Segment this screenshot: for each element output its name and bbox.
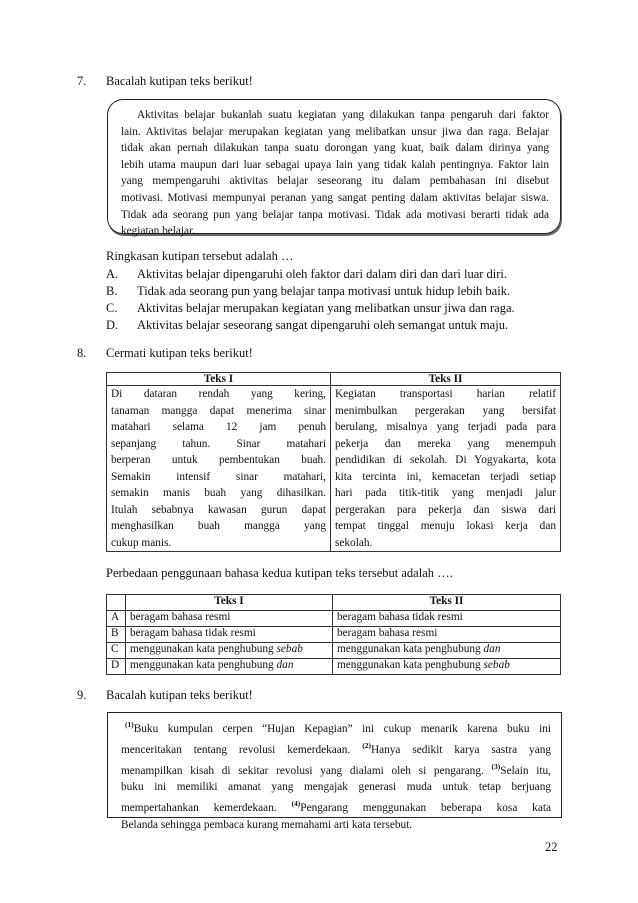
q7-passage-line: kegiatan belajar. <box>121 225 196 238</box>
q8-answer-row-b[interactable] <box>107 627 561 643</box>
q7-option-b-text[interactable]: Tidak ada seorang pun yang belajar tanpa motivasi untuk hidup lebih baik. <box>137 284 511 298</box>
q8-text1-line: Itulah sebabnya kawasan gurun dapat <box>111 503 326 516</box>
q9-passage-line: Belanda sehingga pembaca kurang memahami arti kata tersebut. <box>121 818 413 831</box>
q8-answer-t1: menggunakan kata penghubung dan <box>126 659 333 675</box>
q8-passage-table <box>106 372 561 552</box>
q8-answer-letter: A <box>107 611 126 627</box>
q7-number: 7. <box>77 74 87 88</box>
q8-text1-line: tanaman mangga dapat menerima sinar <box>111 404 326 417</box>
q7-option-d-text[interactable]: Aktivitas belajar seseorang sangat dipengaruhi oleh semangat untuk maju. <box>137 318 509 332</box>
q7-option-c-letter[interactable]: C. <box>106 301 118 315</box>
q8-answer-header-1: Teks I <box>126 595 333 611</box>
q8-answer-t1: beragam bahasa resmi <box>126 611 333 627</box>
q8-answer-row-c[interactable] <box>107 643 561 659</box>
q9-passage-line: menampilkan kisah di sekitar revolusi yang dialami oleh si pengarang. $^{(3)}$Selain itu, <box>121 761 552 777</box>
q8-text2-line: pergerakan para pekerja dan siswa dari <box>335 503 556 516</box>
q8-text2-line: berulang, misalnya yang terjadi pada para <box>335 421 556 433</box>
q9-prompt: Bacalah kutipan teks berikut! <box>106 688 253 702</box>
q8-text2-line: hari pada titik-titik yang menjadi jalur <box>335 487 556 499</box>
q7-option-d-letter[interactable]: D. <box>106 318 119 332</box>
q7-passage-line: motivasi. Motivasi mempunyai peranan yang sangat penting dalam aktivitas belajar siswa. <box>121 191 549 204</box>
q7-passage-box <box>107 99 561 238</box>
q8-text2-line: kita tercinta ini, kemacetan terjadi setiap <box>335 470 556 483</box>
q7-passage-line: lain. Aktivitas belajar merupakan kegiatan yang melibatkan unsur jiwa dan raga. Belajar <box>121 125 549 138</box>
q8-answer-t2: beragam bahasa resmi <box>333 627 561 643</box>
q9-passage <box>121 717 551 834</box>
q9-number: 9. <box>77 688 87 702</box>
q7-passage-line: Aktivitas belajar bukanlah suatu kegiatan yang dilakukan tanpa pengaruh dari faktor <box>137 109 549 121</box>
q8-text2-line: pendidikan di sekolah. Di Yogyakarta, kota <box>335 454 556 466</box>
q9-sentence-marker: (4) <box>291 799 301 809</box>
q7-question: Ringkasan kutipan tersebut adalah … <box>106 249 294 263</box>
q8-text1-line: semakin manis buah yang dihasilkan. <box>111 487 326 499</box>
q8-text1-line: Semakin intensif sinar matahari, <box>111 470 326 483</box>
q7-option-a-text[interactable]: Aktivitas belajar dipengaruhi oleh faktor dari dalam diri dan dari luar diri. <box>137 267 508 281</box>
q9-passage-box <box>107 712 562 831</box>
q8-text2-line: sekolah. <box>335 536 373 549</box>
q9-passage-line: $^{(1)}$Buku kumpulan cerpen “Hujan Kepagian” ini cukup menarik karena buku ini <box>125 720 551 735</box>
q8-answer-t2: menggunakan kata penghubung dan <box>333 643 561 659</box>
q9-passage-line: menceritakan tentang revolusi kemerdekaan. $^{(2)}$Hanya sedikit karya sastra yang <box>121 740 551 756</box>
q8-answer-letter: B <box>107 627 126 643</box>
q9-sentence-marker: (3) <box>491 761 501 771</box>
q8-text1-line: berperan untuk pembentukan buah. <box>111 454 326 466</box>
q8-answer-t2-emphasis: sebab <box>483 659 510 671</box>
q7-option-a-letter[interactable]: A. <box>106 267 119 281</box>
q8-text2-line: pekerja dan mereka yang menempuh <box>335 437 556 450</box>
q9-sentence-marker: (1) <box>125 720 134 729</box>
q7-option-b-letter[interactable]: B. <box>106 284 118 298</box>
q8-text1-line: sepanjang tahun. Sinar matahari <box>111 437 326 450</box>
q9-sentence-marker: (2) <box>362 740 371 750</box>
q9-passage-line: mempertahankan kemerdekaan. $^{(4)}$Pengarang menggunakan beberapa kosa kata <box>121 799 551 815</box>
page-number: 22 <box>545 840 558 854</box>
q8-answer-t2: menggunakan kata penghubung sebab <box>333 659 561 675</box>
q8-answer-t2-emphasis: dan <box>483 643 501 655</box>
q8-answer-t1: beragam bahasa tidak resmi <box>126 627 333 643</box>
q7-passage-line: Tidak ada seorang pun yang belajar tanpa motivasi. Tidak ada motivasi berarti tidak ada <box>121 208 549 221</box>
q8-answer-row-d[interactable] <box>107 659 561 675</box>
q8-text1-line: menghasilkan buah mangga yang <box>111 520 326 532</box>
q7-passage-line: tidak akan pernah dilakukan tanpa suatu dorongan yang kuat, baik dalam dirinya yang <box>121 142 549 155</box>
q9-passage-line: buku ini memiliki amanat yang mengajak generasi muda untuk tetap berjuang <box>121 781 551 794</box>
q8-answer-corner <box>107 595 126 611</box>
q7-passage-line: lebih utama maupun dari luar sebagai upaya lain yang tidak kalah pentingnya. Faktor lain <box>121 158 549 171</box>
q8-text1-line: matahari selama 12 jam penuh <box>111 421 326 433</box>
q8-answer-t1-emphasis: dan <box>276 659 294 671</box>
q8-text2-line: menimbulkan pergerakan yang bersifat <box>335 404 556 417</box>
q8-answer-letter: C <box>107 643 126 659</box>
q8-answer-t1: menggunakan kata penghubung sebab <box>126 643 333 659</box>
q8-text1-line: Di dataran rendah yang kering, <box>111 388 326 400</box>
q8-answer-row-a[interactable] <box>107 611 561 627</box>
q8-text1-cell <box>107 386 331 552</box>
q8-text2-line: tempat tinggal menuju lokasi kerja dan <box>335 520 556 532</box>
q7-prompt: Bacalah kutipan teks berikut! <box>106 74 253 88</box>
q8-text1-header: Teks I <box>107 373 331 386</box>
q8-text2-header: Teks II <box>331 373 561 386</box>
q8-answer-table <box>106 594 561 675</box>
q8-text2-line: Kegiatan transportasi harian relatif <box>335 388 556 400</box>
q7-passage <box>121 107 549 240</box>
q7-option-c-text[interactable]: Aktivitas belajar merupakan kegiatan yang melibatkan unsur jiwa dan raga. <box>137 301 515 315</box>
q8-question: Perbedaan penggunaan bahasa kedua kutipan teks tersebut adalah …. <box>106 566 453 580</box>
q8-answer-header-2: Teks II <box>333 595 561 611</box>
q8-answer-t1-emphasis: sebab <box>276 643 303 655</box>
q8-number: 8. <box>77 346 87 360</box>
q8-text1-line: cukup manis. <box>111 536 172 549</box>
q8-text2-cell <box>331 386 561 552</box>
q7-passage-line: yang mempengaruhi aktivitas belajar seseorang itu dalam pembahasan ini disebut <box>121 175 549 188</box>
q8-answer-t2: beragam bahasa tidak resmi <box>333 611 561 627</box>
q8-prompt: Cermati kutipan teks berikut! <box>106 346 253 360</box>
q8-answer-letter: D <box>107 659 126 675</box>
